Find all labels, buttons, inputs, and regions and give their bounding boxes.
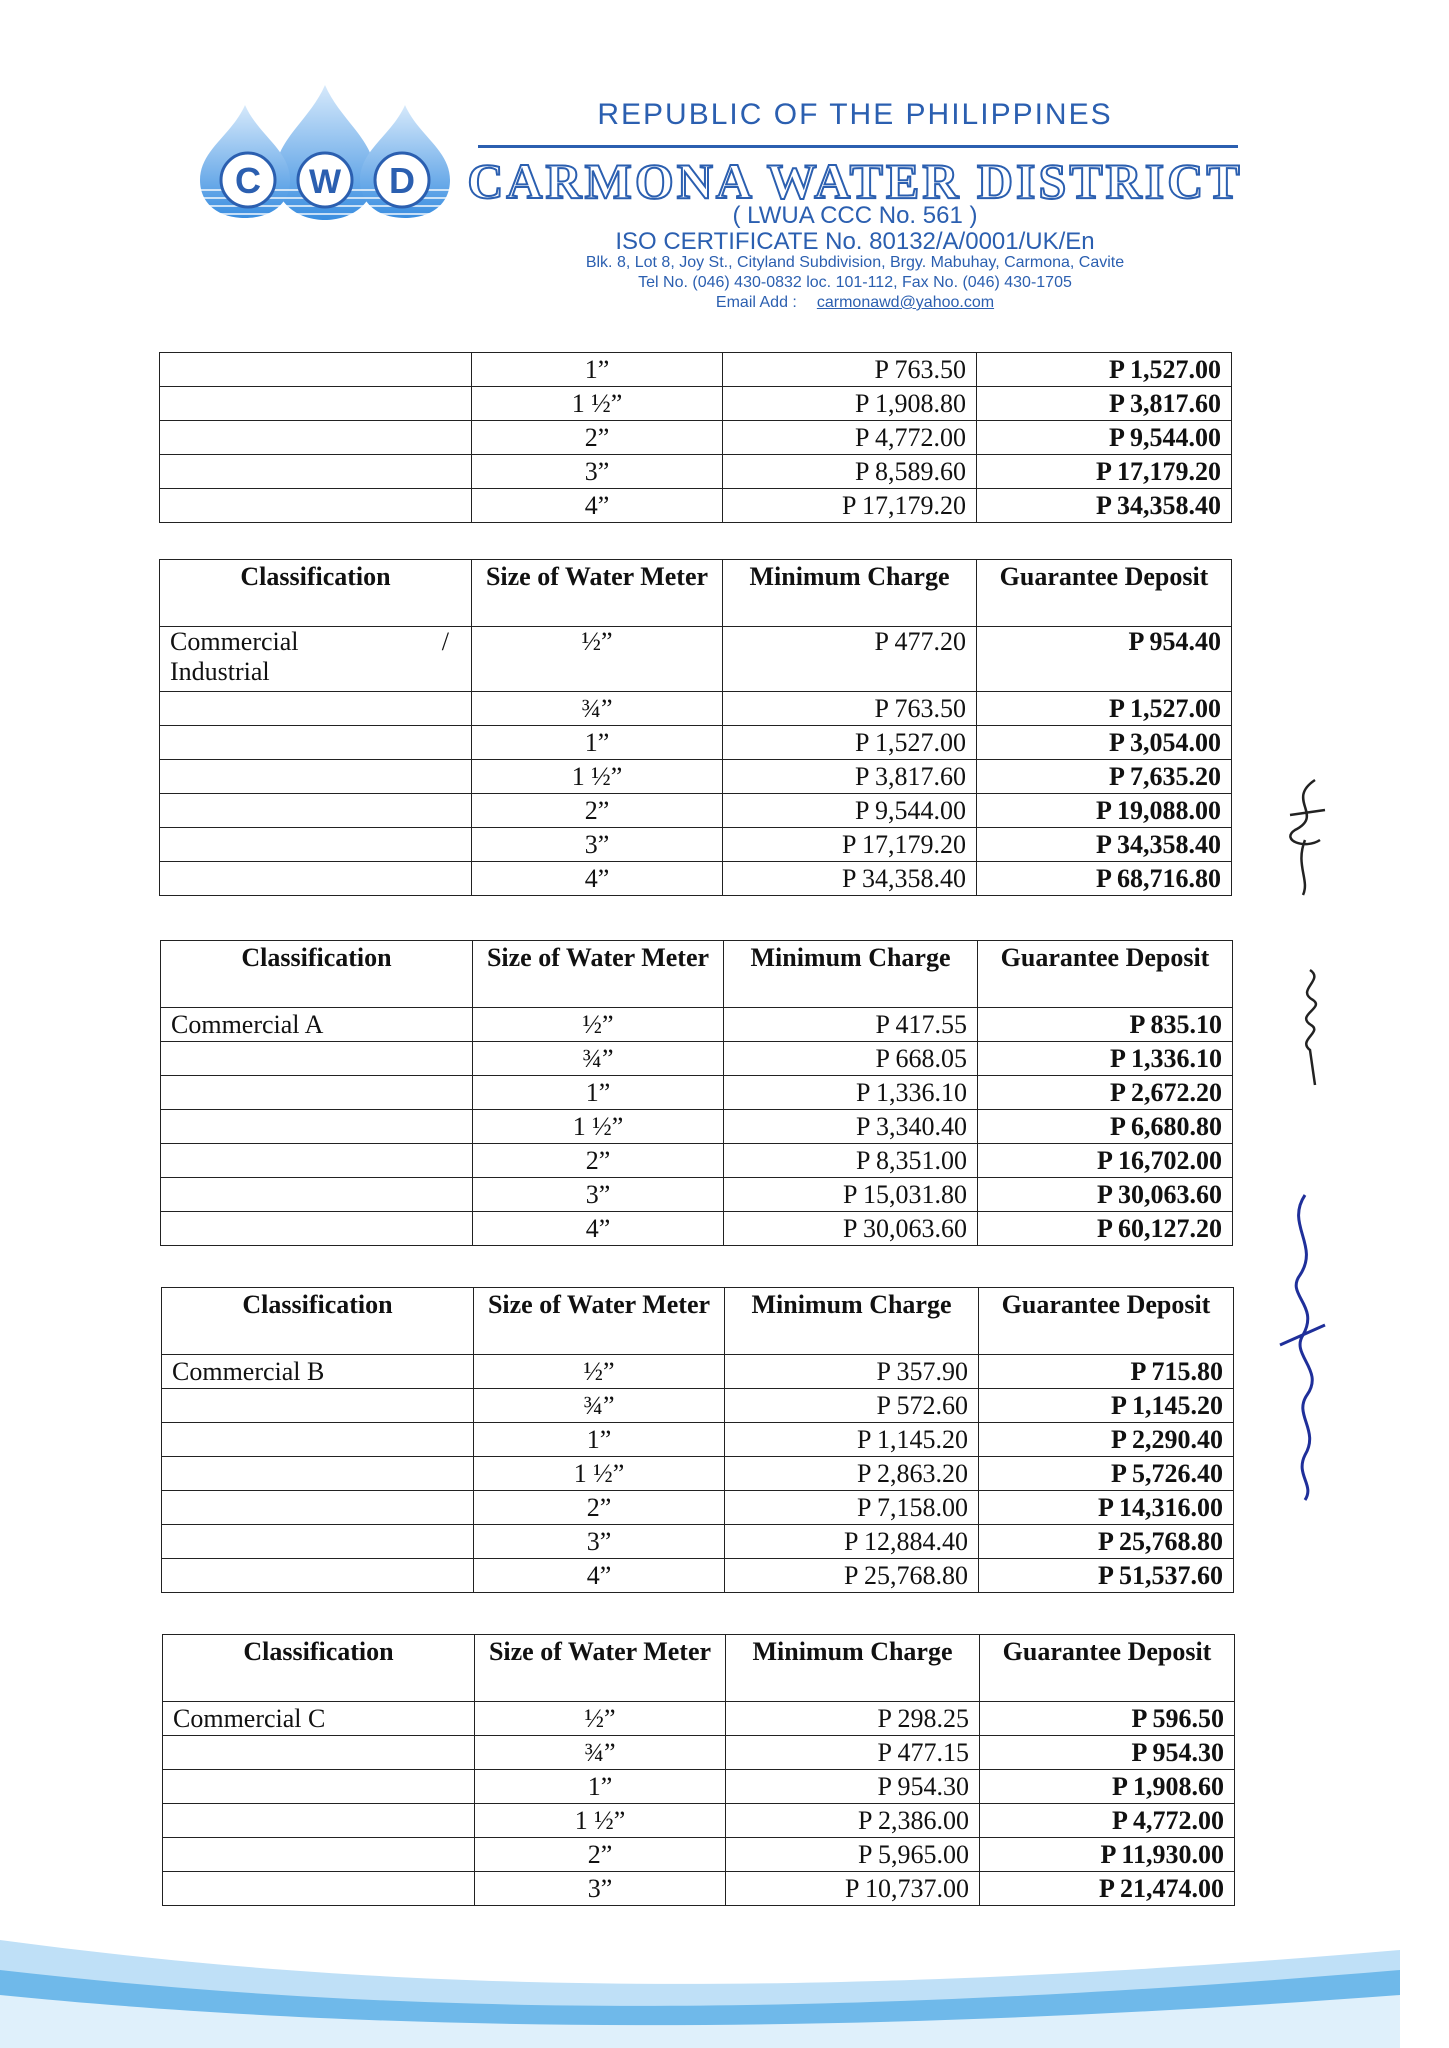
col-size: Size of Water Meter (473, 941, 724, 1008)
table-header-row (160, 560, 1232, 627)
col-size: Size of Water Meter (475, 1635, 726, 1702)
table-row: 3” P 15,031.80 P 30,063.60 (161, 1178, 1233, 1212)
table-row: 1 ½” P 3,340.40 P 6,680.80 (161, 1110, 1233, 1144)
table-row: 1” P 954.30 P 1,908.60 (163, 1770, 1235, 1804)
col-deposit: Guarantee Deposit (978, 941, 1233, 1008)
table-row: 1 ½” P 1,908.80 P 3,817.60 (160, 387, 1232, 421)
footer-wave (0, 1940, 1449, 2048)
table-row: 1” P 1,336.10 P 2,672.20 (161, 1076, 1233, 1110)
table-header-row (163, 1635, 1235, 1702)
col-deposit: Guarantee Deposit (980, 1635, 1235, 1702)
table-row: 1 ½” P 2,386.00 P 4,772.00 (163, 1804, 1235, 1838)
table-row: 2” P 9,544.00 P 19,088.00 (160, 794, 1232, 828)
address-line: Blk. 8, Lot 8, Joy St., Cityland Subdivision, Brgy. Mabuhay, Carmona, Cavite (585, 254, 1125, 271)
email-line (440, 294, 1270, 312)
telephone-line: Tel No. (046) 430-0832 loc. 101-112, Fax No. (046) 430-1705 (638, 274, 1072, 291)
col-size: Size of Water Meter (474, 1288, 725, 1355)
table-row: Commercial C ½” P 298.25 P 596.50 (163, 1702, 1235, 1736)
table-row: 1” P 763.50 P 1,527.00 (160, 353, 1232, 387)
table-row: 2” P 7,158.00 P 14,316.00 (162, 1491, 1234, 1525)
table-row: ¾” P 763.50 P 1,527.00 (160, 692, 1232, 726)
table-row: 4” P 25,768.80 P 51,537.60 (162, 1559, 1234, 1593)
signature-blue (1265, 1185, 1340, 1505)
table-header-row (162, 1288, 1234, 1355)
rate-table-commercial-a (160, 940, 1233, 1246)
table-row: 3” P 8,589.60 P 17,179.20 (160, 455, 1232, 489)
email-label: Email Add : (715, 294, 797, 311)
table-row: 1 ½” P 2,863.20 P 5,726.40 (162, 1457, 1234, 1491)
table-row: Commercial A ½” P 417.55 P 835.10 (161, 1008, 1233, 1042)
table-row: 3” P 17,179.20 P 34,358.40 (160, 828, 1232, 862)
classification-cell: Commercial C (163, 1702, 475, 1736)
table-row: 2” P 5,965.00 P 11,930.00 (163, 1838, 1235, 1872)
classification-cell: Commercial / Industrial (160, 627, 472, 692)
col-deposit: Guarantee Deposit (979, 1288, 1234, 1355)
lwua-number: ( LWUA CCC No. 561 ) (732, 202, 978, 229)
svg-text:D: D (389, 160, 415, 201)
iso-certificate: ISO CERTIFICATE No. 80132/A/0001/UK/En (615, 228, 1095, 255)
table-row: ¾” P 477.15 P 954.30 (163, 1736, 1235, 1770)
table-row: 3” P 10,737.00 P 21,474.00 (163, 1872, 1235, 1906)
col-minimum: Minimum Charge (725, 1288, 979, 1355)
col-minimum: Minimum Charge (723, 560, 977, 627)
col-classification: Classification (162, 1288, 474, 1355)
district-name: CARMONA WATER DISTRICT (467, 153, 1243, 209)
table-row: 2” P 4,772.00 P 9,544.00 (160, 421, 1232, 455)
table-row: 2” P 8,351.00 P 16,702.00 (161, 1144, 1233, 1178)
col-minimum: Minimum Charge (726, 1635, 980, 1702)
signature-initial-2 (1285, 960, 1330, 1090)
table-row: 3” P 12,884.40 P 25,768.80 (162, 1525, 1234, 1559)
table-row: 1” P 1,527.00 P 3,054.00 (160, 726, 1232, 760)
table-header-row (161, 941, 1233, 1008)
table-row: Commercial B ½” P 357.90 P 715.80 (162, 1355, 1234, 1389)
table-row: 4” P 34,358.40 P 68,716.80 (160, 862, 1232, 896)
classification-cell: Commercial B (162, 1355, 474, 1389)
cwd-logo (190, 80, 460, 220)
col-minimum: Minimum Charge (724, 941, 978, 1008)
table-row: 1 ½” P 3,817.60 P 7,635.20 (160, 760, 1232, 794)
table-row: ¾” P 668.05 P 1,336.10 (161, 1042, 1233, 1076)
table-row: ¾” P 572.60 P 1,145.20 (162, 1389, 1234, 1423)
col-classification: Classification (160, 560, 472, 627)
rate-table-commercial-b (161, 1287, 1234, 1593)
col-size: Size of Water Meter (472, 560, 723, 627)
classification-cell: Commercial A (161, 1008, 473, 1042)
rate-table-continued (159, 352, 1232, 523)
col-classification: Classification (161, 941, 473, 1008)
col-classification: Classification (163, 1635, 475, 1702)
republic-heading: REPUBLIC OF THE PHILIPPINES (597, 98, 1113, 131)
header-rule (478, 145, 1238, 148)
col-deposit: Guarantee Deposit (977, 560, 1232, 627)
table-row: 4” P 30,063.60 P 60,127.20 (161, 1212, 1233, 1246)
table-row: Commercial / Industrial ½” P 477.20 P 954.40 (160, 627, 1232, 692)
table-row: 1” P 1,145.20 P 2,290.40 (162, 1423, 1234, 1457)
rate-table-commercial-c (162, 1634, 1235, 1906)
rate-table-commercial-industrial (159, 559, 1232, 896)
svg-text:W: W (308, 163, 342, 201)
svg-text:C: C (235, 160, 261, 201)
table-row: 4” P 17,179.20 P 34,358.40 (160, 489, 1232, 523)
signature-initial-1 (1275, 770, 1335, 900)
email-link[interactable]: carmonawd@yahoo.com (816, 294, 995, 311)
